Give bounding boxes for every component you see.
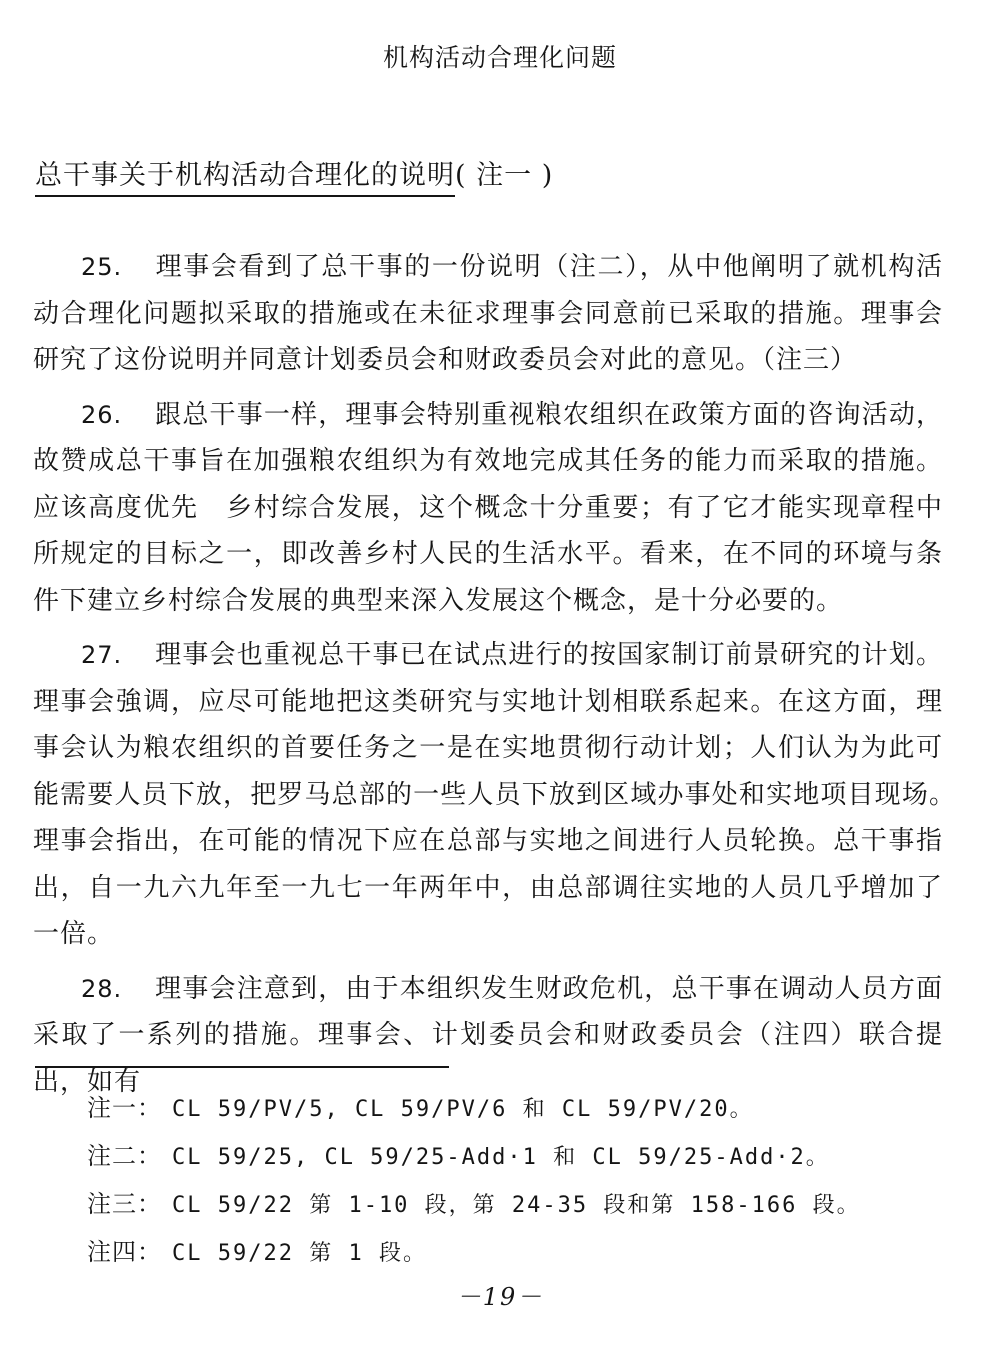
footnote-2 xyxy=(87,1133,967,1181)
footnote-label: 注三： xyxy=(87,1190,162,1218)
section-heading-text: 总干事关于机构活动合理化的说明 xyxy=(35,160,455,197)
paragraph-26 xyxy=(33,392,943,625)
footnotes xyxy=(87,1085,967,1277)
paragraph-text: 理事会看到了总干事的一份说明（注二），从中他阐明了就机构活动合理化问题拟采取的措施或在未征求理事会同意前已采取的措施。理事会研究了这份说明并同意计划委员会和财政委员会对此的意见。（注三） xyxy=(33,252,943,375)
footnote-1 xyxy=(87,1085,967,1133)
paragraph-text: 理事会注意到，由于本组织发生财政危机，总干事在调动人员方面采取了一系列的措施。理事会、计划委员会和财政委员会（注四）联合提出，如有 xyxy=(33,973,943,1097)
footnote-label: 注四： xyxy=(87,1238,162,1266)
body-text xyxy=(33,244,971,1113)
footnote-label: 注二： xyxy=(87,1142,162,1170)
footnote-divider xyxy=(35,1066,449,1068)
paragraph-text: 跟总干事一样，理事会特别重视粮农组织在政策方面的咨询活动，故赞成总干事旨在加强粮农组织为有效地完成其任务的能力而采取的措施。应该高度优先 乡村综合发展，这个概念十分重要；有了它才能实现章程中所规定的目标之一，即改善乡村人民的生活水平。看来，在不同的环境与条件下建立乡村综合发展的典型来深入发展这个概念，是十分必要的。 xyxy=(33,399,943,616)
footnote-text: CL 59/22 第 1 段。 xyxy=(172,1241,427,1266)
footnote-text: CL 59/25, CL 59/25-Add·1 和 CL 59/25-Add·2。 xyxy=(172,1145,830,1170)
paragraph-number: 28. xyxy=(81,974,123,1003)
footnote-text: CL 59/PV/5, CL 59/PV/6 和 CL 59/PV/20。 xyxy=(172,1097,754,1122)
paragraph-number: 27. xyxy=(81,641,123,669)
page-number: －19－ xyxy=(456,1283,544,1311)
footnote-label: 注一： xyxy=(87,1094,162,1122)
paragraph-number: 25. xyxy=(81,253,123,281)
running-title: 机构活动合理化问题 xyxy=(382,43,617,72)
paragraph-text: 理事会也重视总干事已在试点进行的按国家制订前景研究的计划。理事会強调，应尽可能地把这类研究与实地计划相联系起来。在这方面，理事会认为粮农组织的首要任务之一是在实地贯彻行动计划；人们认为为此可能需要人员下放，把罗马总部的一些人员下放到区域办事处和实地项目现场。 理事会指出，在可能的情况下应在总部与实地之间进行人员轮换。总干事指出，自一九六九年至一九七一年两年中，由总部调往实地的人员几乎增加了一倍。 xyxy=(33,640,971,949)
paragraph-27 xyxy=(33,632,971,958)
paragraph-25 xyxy=(33,244,943,384)
section-heading-note: ( 注一 ) xyxy=(455,160,554,191)
paragraph-number: 26. xyxy=(81,400,123,429)
footnote-4 xyxy=(87,1229,967,1277)
footnote-3 xyxy=(87,1181,967,1229)
section-heading xyxy=(35,153,553,192)
footnote-text: CL 59/22 第 1-10 段，第 24-35 段和第 158-166 段。 xyxy=(172,1193,861,1218)
